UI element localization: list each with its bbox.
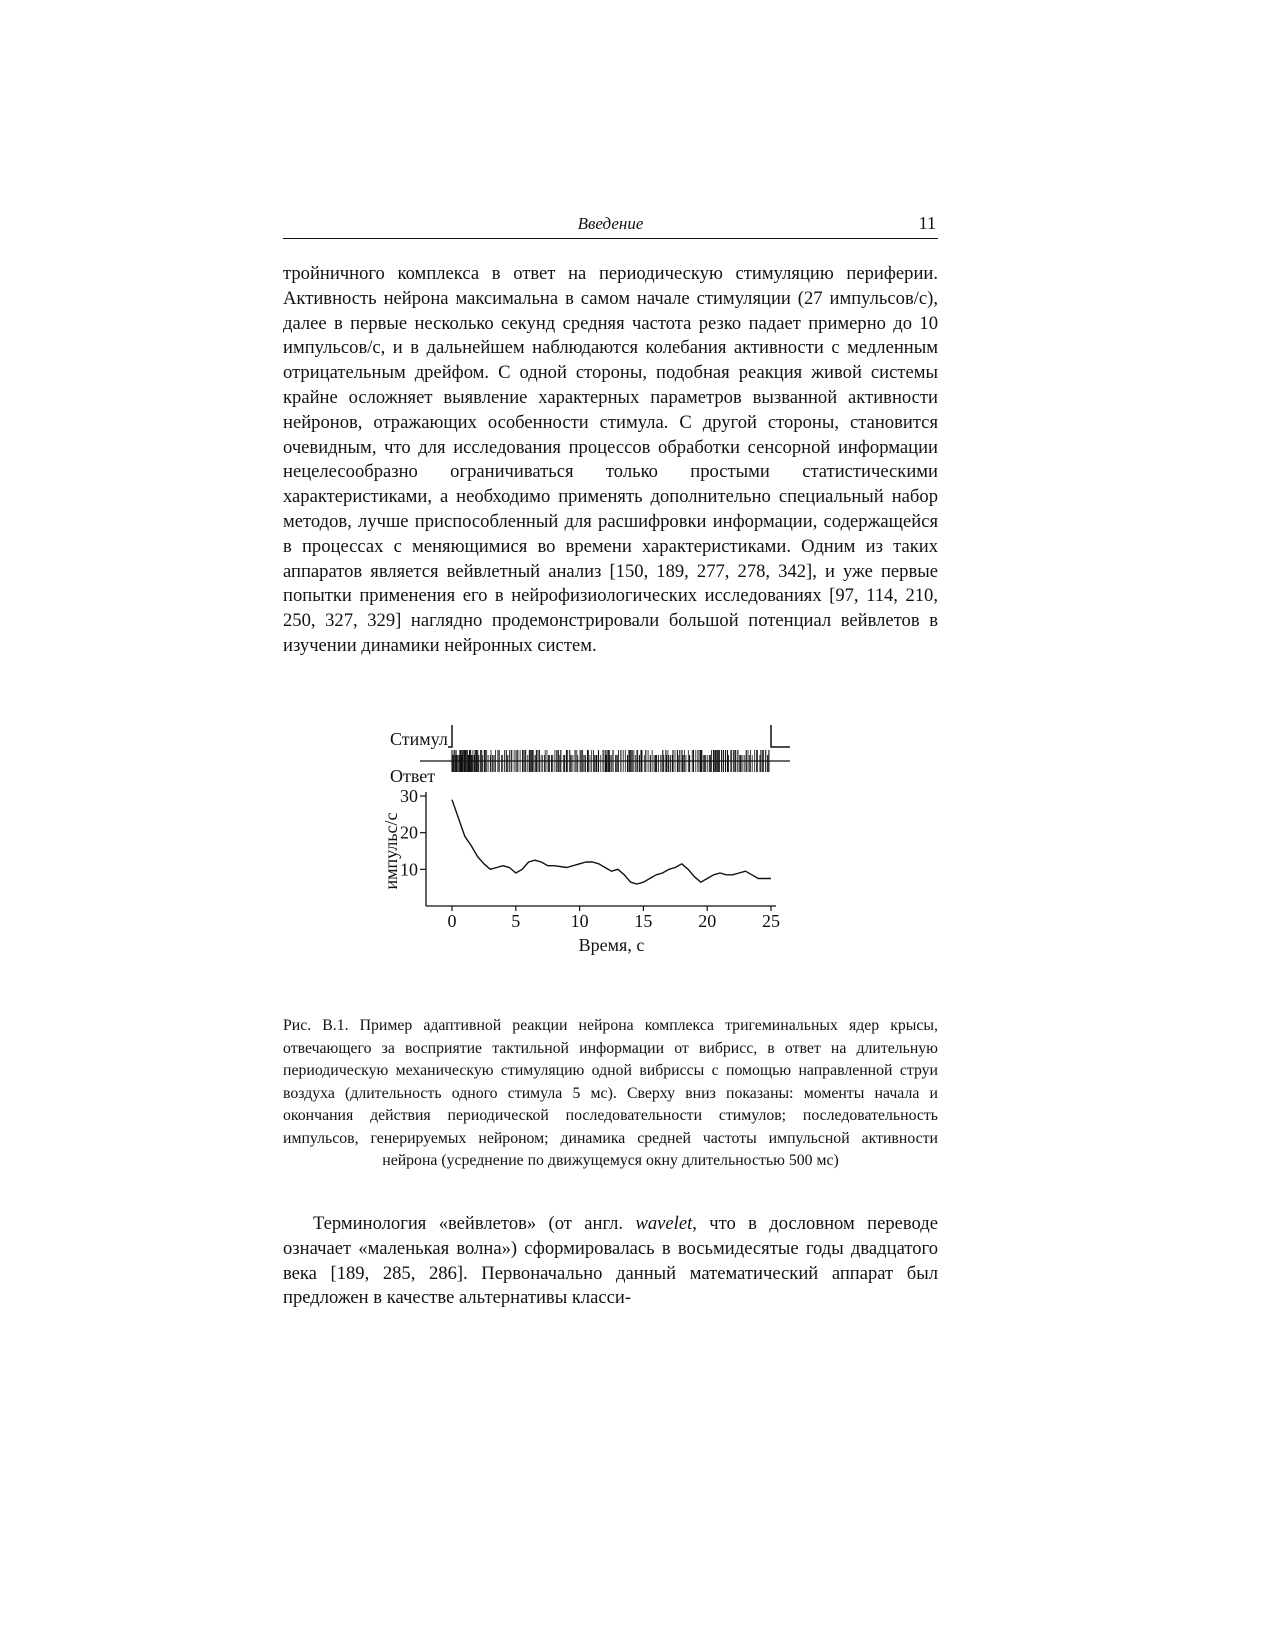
y-tick-label: 10 <box>400 859 418 880</box>
page-header <box>283 212 938 239</box>
figure-plot <box>380 725 840 1005</box>
response-label: Ответ <box>390 766 436 786</box>
body-paragraph-2 <box>283 1212 938 1311</box>
figure-caption: Рис. В.1. Пример адаптивной реакции нейрона комплекса тригеминальных ядер крысы, отвечающего за восприятие тактильной информации от вибрисс, в ответ на длительную периодическую механическую стимуляцию одной вибриссы с помощью направленной струи воздуха (длительность одного стимула 5 мс). Сверху вниз показаны: моменты начала и окончания действия периодической последовательности стимулов; последовательность импульсов, генерируемых нейроном; динамика средней частоты импульсной активности нейрона (усреднение по движущемуся окну длительностью 500 мс) <box>283 1017 938 1169</box>
x-tick-label: 10 <box>570 911 589 931</box>
x-axis-label: Время, с <box>578 935 645 955</box>
figure-b1 <box>380 725 840 1005</box>
x-tick-label: 20 <box>698 911 717 931</box>
rate-line <box>452 800 771 884</box>
y-tick-label: 30 <box>400 786 418 806</box>
x-tick-label: 0 <box>447 911 457 931</box>
body-paragraph-1: тройничного комплекса в ответ на периодическую стимуляцию периферии. Активность нейрона максимальна в самом начале стимуляции (27 импульсов/с), далее в первые несколько секунд средняя частота резко падает примерно до 10 импульсов/с, и в дальнейшем наблюдаются колебания активности с медленным отрицательным дрейфом. С одной стороны, подобная реакция живой системы крайне осложняет выявление характерных параметров вызванной активности нейронов, отражающих особенности стимула. С другой стороны, становится очевидным, что для исследования процессов обработки сенсорной информации нецелесообразно ограничиваться только простыми статистическими характеристиками, а необходимо применять дополнительно специальный набор методов, лучше приспособленный для расшифровки информации, содержащейся в процессах с меняющимися во времени характеристиками. Одним из таких аппаратов является вейвлетный анализ [150, 189, 277, 278, 342], и уже первые попытки применения его в нейрофизиологических исследованиях [97, 114, 210, 250, 327, 329] наглядно продемонстрировали большой потенциал вейвлетов в изучении динамики нейронных систем. <box>283 263 938 656</box>
y-axis-label: импульс/с <box>381 812 401 890</box>
y-tick-label: 20 <box>400 822 418 843</box>
response-trace-group <box>390 750 790 786</box>
stimulus-trace-group <box>390 725 790 749</box>
stimulus-trace <box>448 725 790 747</box>
x-tick-label: 15 <box>634 911 653 931</box>
paragraph2-text: Терминология «вейвлетов» (от англ. wavelet, что в дословном переводе означает «маленькая волна») сформировалась в восьмидесятые годы двадцатого века [189, 285, 286]. Первоначально данный математический аппарат был предложен в качестве альтернативы класси- <box>283 1213 939 1309</box>
running-title: Введение <box>577 214 644 233</box>
x-tick-label: 25 <box>762 911 780 931</box>
x-tick-label: 5 <box>511 911 521 931</box>
rate-plot <box>381 786 780 955</box>
stimulus-label: Стимул <box>390 729 448 749</box>
page-number: 11 <box>918 213 936 233</box>
english-term: wavelet <box>635 1213 693 1234</box>
